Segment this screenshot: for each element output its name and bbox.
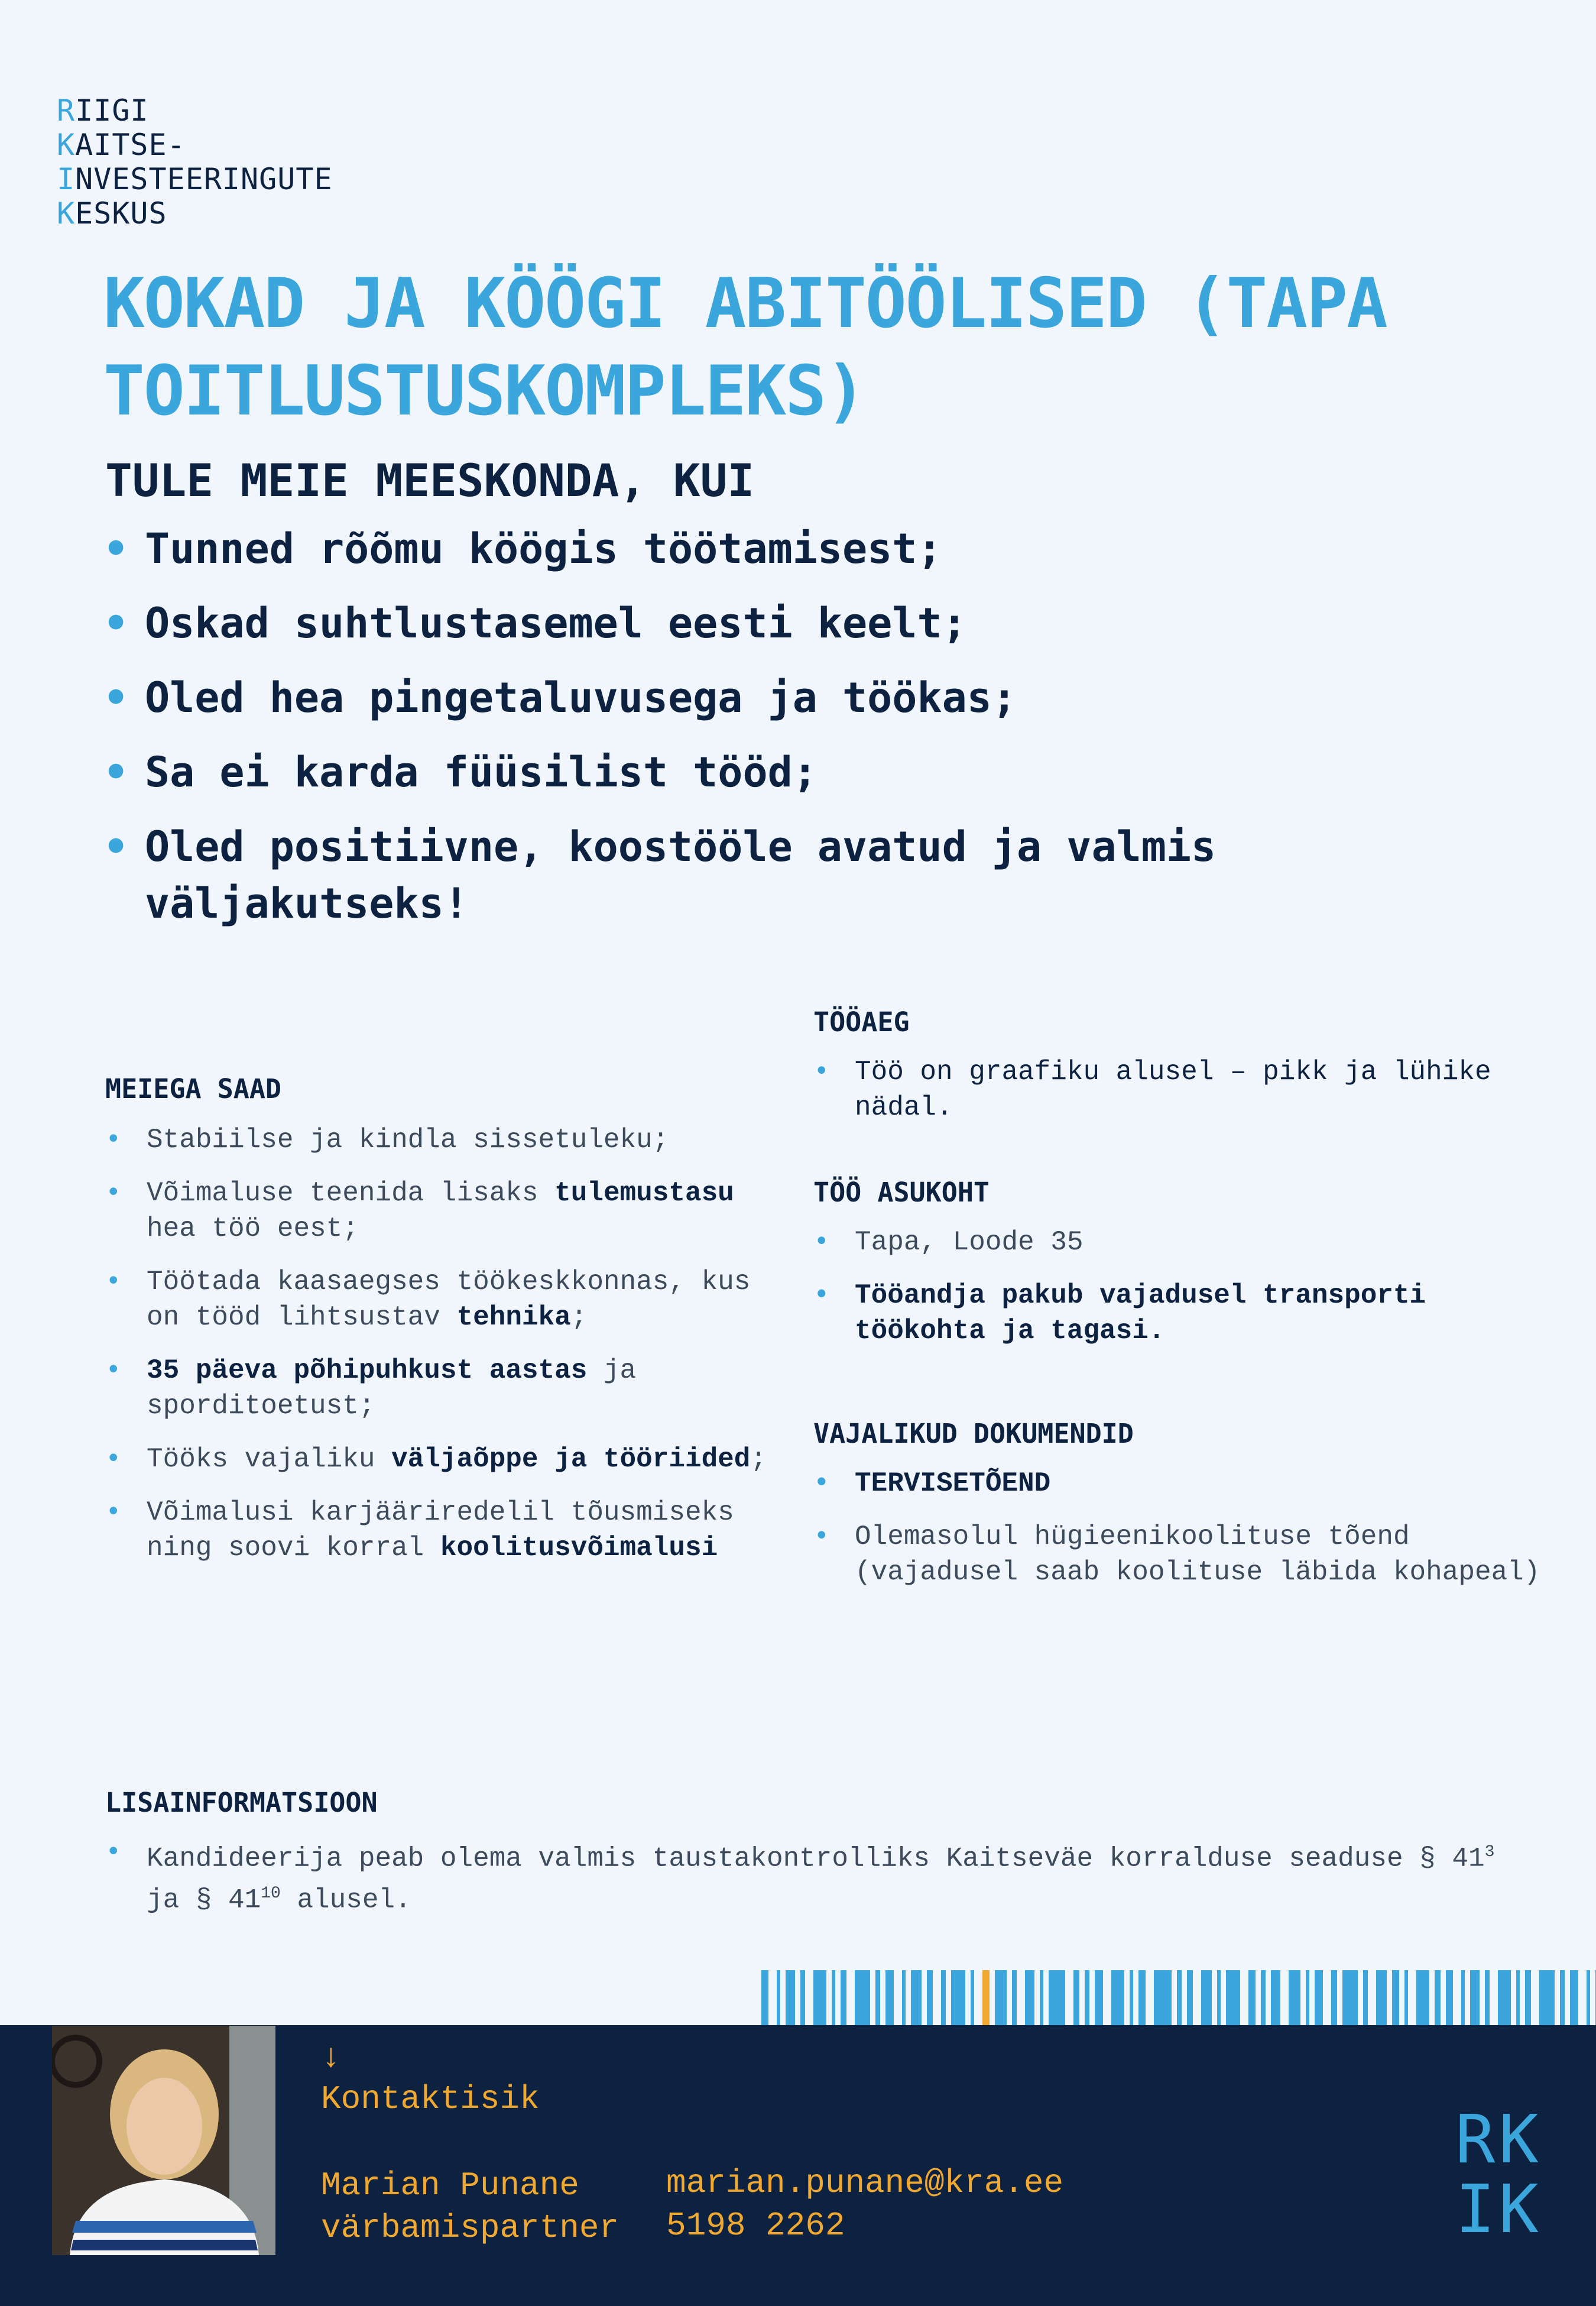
- benefit-item: • Stabiilse ja kindla sissetuleku;: [105, 1122, 779, 1158]
- contact-label: Kontaktisik: [321, 2080, 540, 2118]
- organization-logo: [57, 93, 333, 231]
- requirements-heading: TULE MEIE MEESKONDA, KUI: [105, 454, 755, 507]
- document-item: • TERVISETÕEND: [813, 1466, 1546, 1501]
- benefit-item: • Võimaluse teenida lisaks tulemustasu hea töö eest;: [105, 1175, 779, 1246]
- extra-info-heading: LISAINFORMATSIOON: [105, 1787, 378, 1818]
- location-item: • Tööandja pakub vajadusel transporti töökohta ja tagasi.: [813, 1278, 1546, 1349]
- location-item: • Tapa, Loode 35: [813, 1225, 1546, 1260]
- contact-arrow-icon: ↓: [321, 2039, 341, 2077]
- benefit-item: • Võimalusi karjääriredelil tõusmiseks ning soovi korral koolitusvõimalusi: [105, 1495, 779, 1566]
- benefit-item: • Töötada kaasaegses töökeskkonnas, kus on tööd lihtsustav tehnika;: [105, 1264, 779, 1335]
- extra-info-section: [105, 1787, 1524, 1936]
- benefits-heading: MEIEGA SAAD: [105, 1073, 282, 1105]
- requirement-item: • Sa ei karda füüsilist tööd;: [103, 744, 1522, 801]
- worktime-item: • Töö on graafiku alusel – pikk ja lühike nädal.: [813, 1054, 1546, 1125]
- location-list: [813, 1225, 1546, 1349]
- requirement-item: • Oled positiivne, koostööle avatud ja valmis väljakutseks!: [103, 818, 1522, 932]
- benefit-item: • Tööks vajaliku väljaõppe ja tööriided;: [105, 1442, 779, 1477]
- logo-line: INVESTEERINGUTE: [57, 162, 333, 196]
- requirement-item: • Oskad suhtlustasemel eesti keelt;: [103, 595, 1522, 652]
- worktime-list: [813, 1054, 1546, 1125]
- documents-list: [813, 1466, 1546, 1590]
- job-title: KOKAD JA KÖÖGI ABITÖÖLISED (TAPA TOITLUSTUSKOMPLEKS): [103, 264, 1387, 431]
- benefit-item: • 35 päeva põhipuhkust aastas ja sporditoetust;: [105, 1353, 779, 1424]
- worktime-heading: TÖÖAEG: [813, 1006, 910, 1038]
- documents-section: [813, 1418, 1546, 1608]
- benefits-list: [105, 1122, 779, 1566]
- logo-line: KESKUS: [57, 196, 167, 231]
- contact-name: Marian Punane: [321, 2166, 579, 2204]
- worktime-section: [813, 1006, 1546, 1143]
- requirements-list: [103, 520, 1522, 950]
- documents-heading: VAJALIKUD DOKUMENDID: [813, 1418, 1134, 1449]
- location-heading: TÖÖ ASUKOHT: [813, 1177, 990, 1208]
- contact-email-link[interactable]: marian.punane@kra.ee: [666, 2164, 1064, 2202]
- extra-info-item: • Kandideerija peab olema valmis taustakontrolliks Kaitseväe korralduse seaduse § $41^3$ ja § $41^{10}$ alusel.: [105, 1835, 1524, 1918]
- document-item: • Olemasolul hügieenikoolituse tõend (vajadusel saab koolituse läbida kohapeal): [813, 1519, 1546, 1590]
- contact-photo: [52, 2026, 275, 2255]
- location-section: [813, 1177, 1546, 1366]
- requirement-item: • Oled hea pingetaluvusega ja töökas;: [103, 669, 1522, 726]
- requirement-item: • Tunned rõõmu köögis töötamisest;: [103, 520, 1522, 577]
- contact-role: värbamispartner: [321, 2209, 619, 2247]
- extra-info-list: [105, 1835, 1524, 1918]
- footer-logo: RK IK: [1455, 2101, 1542, 2248]
- benefits-section: [105, 1073, 779, 1583]
- contact-phone-link[interactable]: 5198 2262: [666, 2207, 845, 2245]
- logo-line: KAITSE-: [57, 128, 186, 162]
- logo-line: RIIGI: [57, 93, 149, 128]
